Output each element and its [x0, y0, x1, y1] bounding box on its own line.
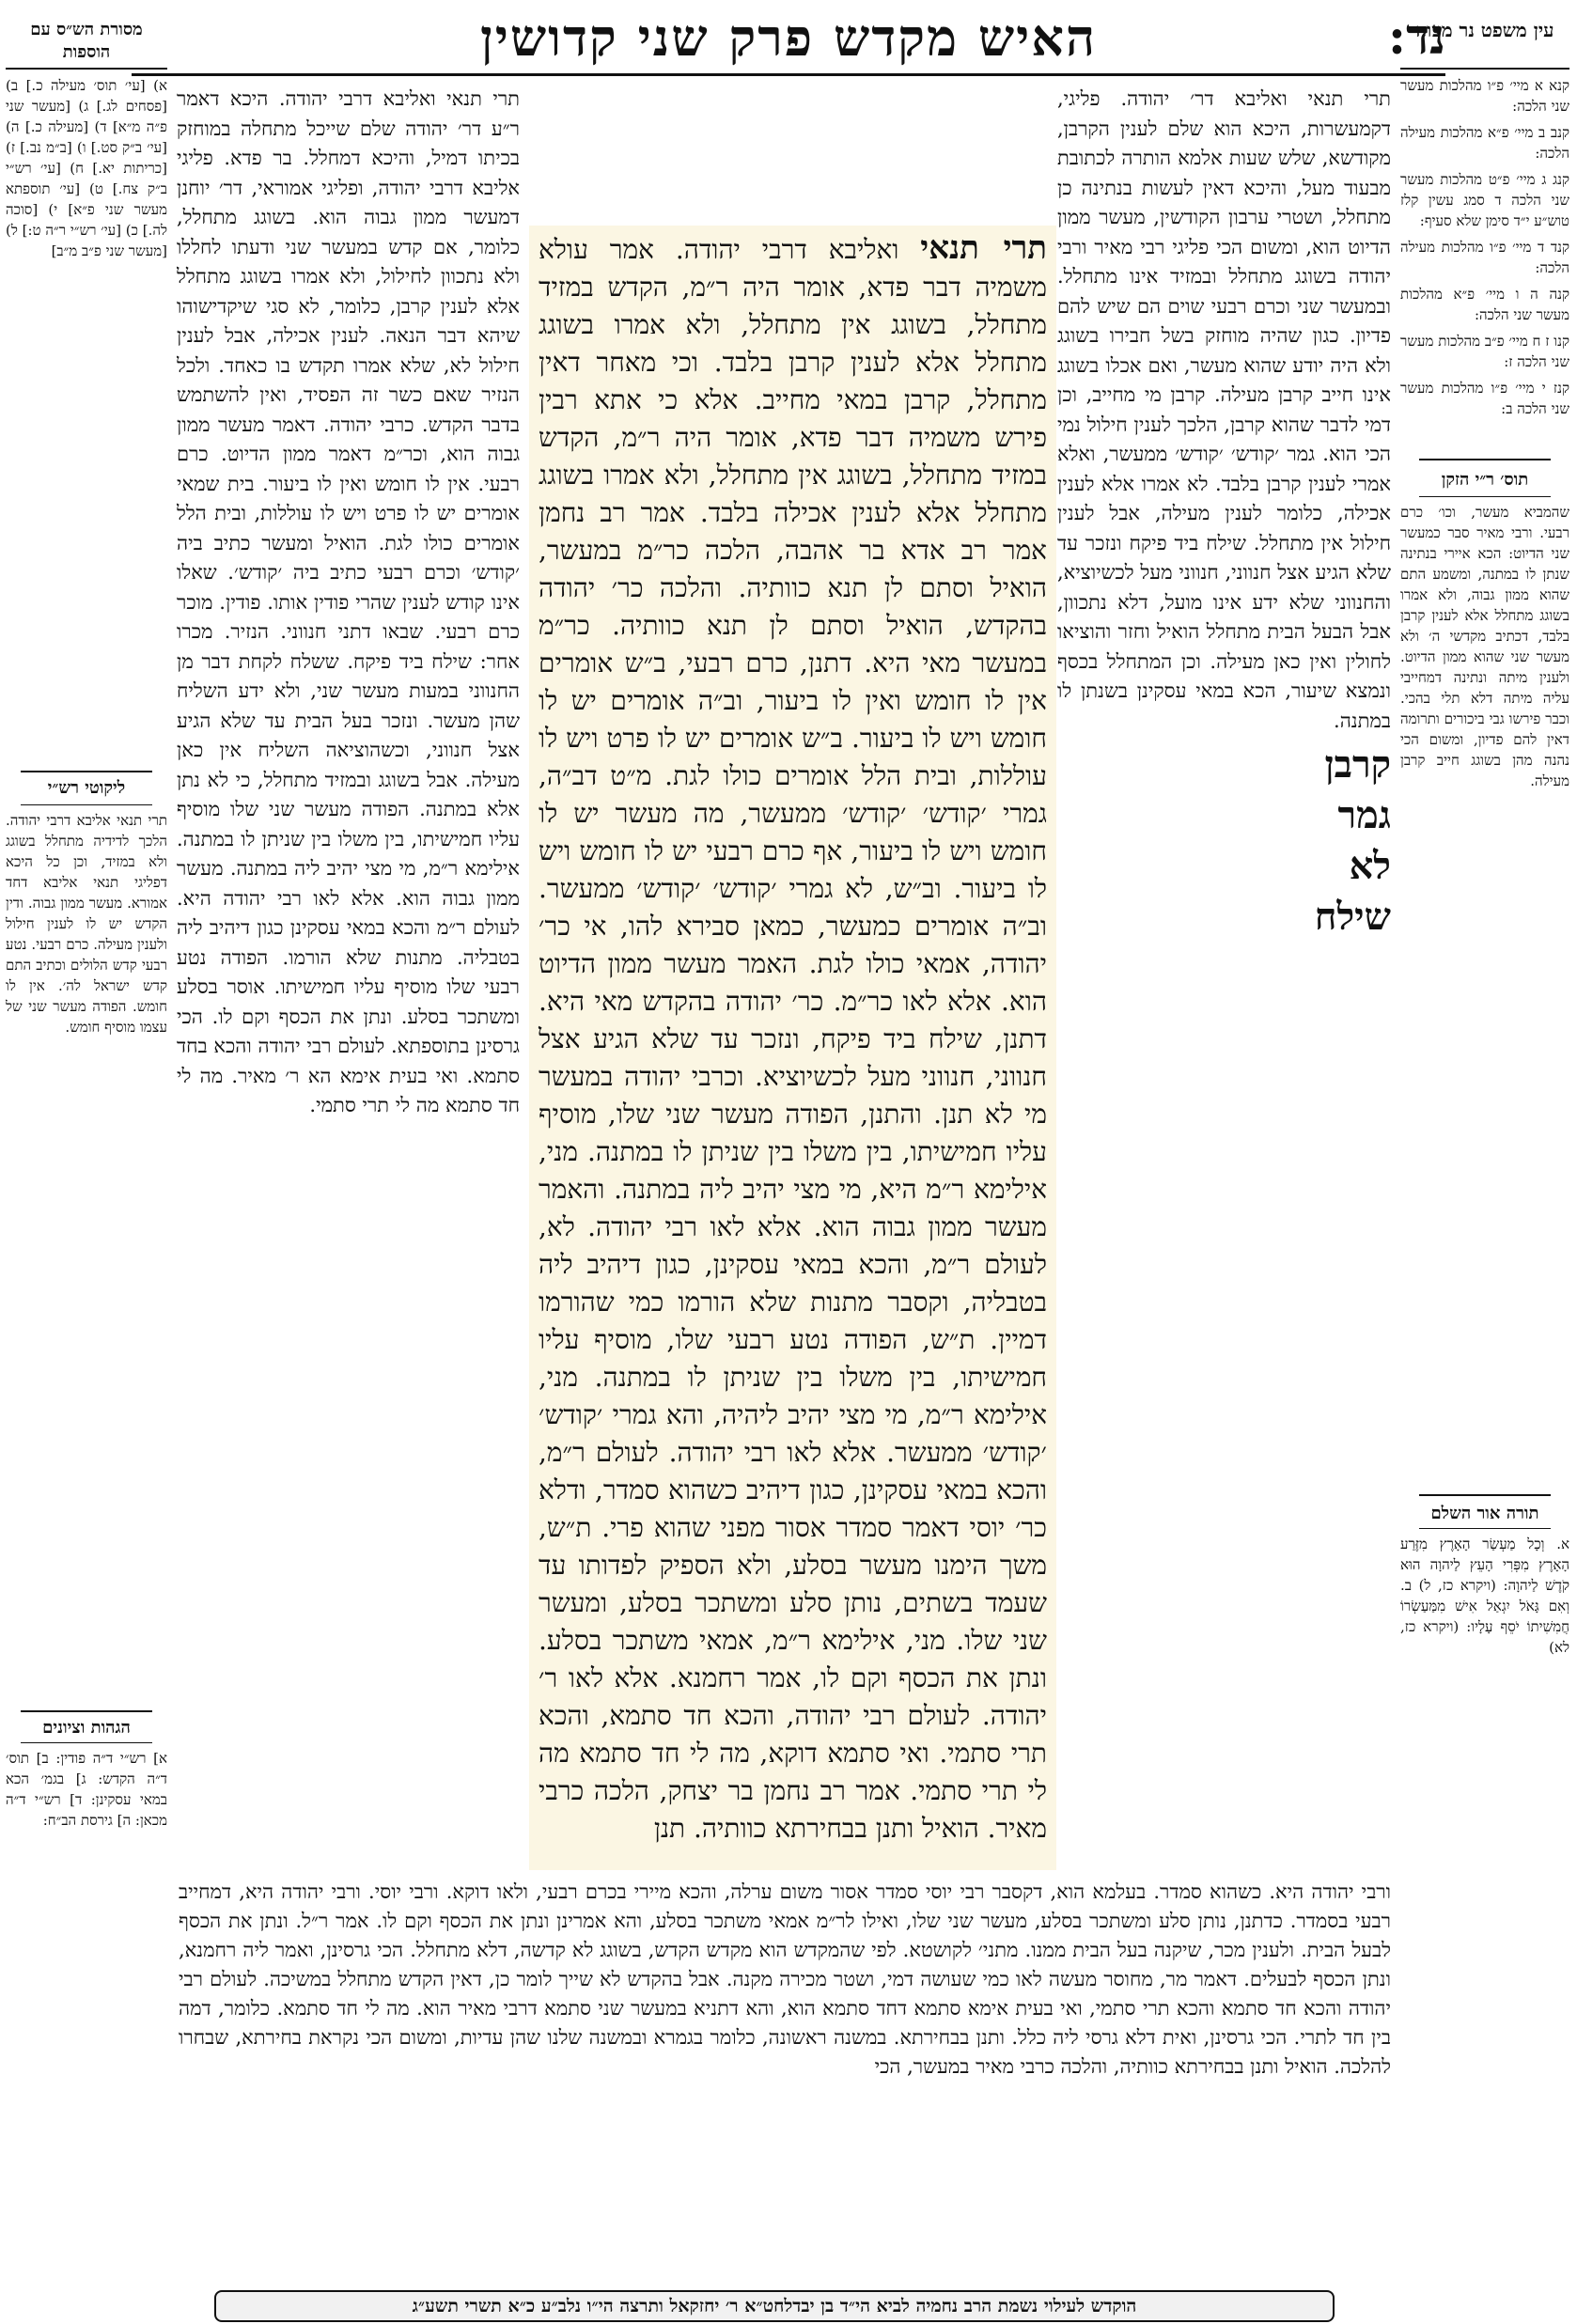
divider — [21, 771, 152, 772]
ein-mishpat-entry: קנז י מיי׳ פ״ו מהלכות מעשר שני הלכה ב: — [1400, 380, 1569, 417]
ein-mishpat-heading: עין משפט נר מצוה — [1415, 19, 1554, 41]
torah-or-text: א. וְכָל מַעְשַׂר הָאָרֶץ מִזֶּרַע הָאָרֶץ מִפְּרִי הָעֵץ לַיהוָה הוּא קֹדֶשׁ לַיהוָה: (ויקרא כז, ל) ב. וְאִם גָּאֹל יִגְאַל אִישׁ מִמַּעַשְׂרוֹ חֲמִשִׁיתוֹ יֹסֵף עָלָיו: (ויקרא כז, לא) — [1400, 1536, 1569, 1656]
main-gemara — [529, 226, 1056, 1870]
masoret-text: א) [עי׳ תוס׳ מעילה כ.] ב) [פסחים לג.] ג) [מעשר שני פ״ה מ״א] ד) [מעילה כ.] ה) [עי׳ ב״ק סט.] ו) [ב״מ נב.] ז) [כריתות יא.] ח) [עי׳ רש״י ב״ק צח.] ט) [עי׳ תוספתא מעשר שני פ״א] י) [סוכה לה.] כ) [עי׳ רש״י ר״ה ט:] ל) [מעשר שני פ״ב מ״ב] — [6, 77, 167, 259]
hagahot-heading: הגהות וציונים — [42, 1718, 131, 1738]
left-sidebar — [6, 19, 167, 1898]
likutei-rashi-text: תרי תנאי אליבא דרבי יהודה. הלכך לדידיה מתחלל בשוגג ולא במזיד, וכן כל היכא דפליגי תנאי אליבא דחד אמורא. מעשר ממון גבוה. ודין הקדש יש לו לענין חילול ולענין מעילה. כרם רבעי. נטע רבעי קדש הלולים וכתיב התם קדש ישראל לה׳. אין לו חומש. הפודה מעשר שני של עצמו מוסיף חומש. — [6, 812, 167, 1036]
left-commentary — [177, 85, 520, 1870]
divider — [6, 68, 167, 70]
gemara-lead-words: תרי תנאי — [920, 229, 1047, 267]
ein-mishpat-entry: קנג ג מיי׳ פ״ט מהלכות מעשר שני הלכה ד סמג עשין קלז טוש״ע י״ד סימן שלא סעיף: — [1400, 171, 1569, 229]
tosfot-rid-heading: תוס׳ ר״י הזקן — [1441, 470, 1529, 490]
divider — [1400, 68, 1569, 70]
dibur-hamatchil-lo: לא — [1349, 844, 1391, 888]
ein-mishpat-list — [1400, 75, 1569, 425]
hagahot-text: א] רש״י ד״ה פודין: ב] תוס׳ ד״ה הקדש: ג] בגמ׳ הכא במאי עסקינן: ד] רש״י ד״ה מכאן: ה] גירסת הב״ח: — [6, 1750, 167, 1829]
divider — [21, 1710, 152, 1712]
gemara-text: ואליבא דרבי יהודה. אמר עולא משמיה דבר פדא, אומר היה ר״מ, הקדש במזיד מתחלל, בשוגג אין מתחלל, ולא אמרו בשוגג מתחלל אלא לענין קרבן בלבד. וכי מאחר דאין מתחלל, קרבן במאי מחייב. אלא כי אתא רבין פירש משמיה דבר פדא, אומר היה ר״מ, הקדש במזיד מתחלל, בשוגג אין מתחלל, ולא אמרו בשוגג מתחלל אלא לענין אכילה בלבד. אמר רב נחמן אמר רב אדא בר אהבה, הלכה כר״מ במעשר, הואיל וסתם לן תנא כוותיה. והלכה כר׳ יהודה בהקדש, הואיל וסתם לן תנא כוותיה. כר״מ במעשר מאי היא. דתנן, כרם רבעי, ב״ש אומרים אין לו חומש ואין לו ביעור, וב״ה אומרים יש לו חומש ויש לו ביעור. ב״ש אומרים יש לו פרט ויש לו עוללות, ובית הלל אומרים כולו לגת. מ״ט דב״ה, גמרי ׳קודש׳ ׳קודש׳ ממעשר, מה מעשר יש לו חומש ויש לו ביעור, אף כרם רבעי יש לו חומש ויש לו ביעור. וב״ש, לא גמרי ׳קודש׳ ׳קודש׳ ממעשר. וב״ה אומרים כמעשר, כמאן סבירא להו, אי כר׳ יהודה, אמאי כולו לגת. האמר מעשר ממון הדיוט הוא. אלא לאו כר״מ. כר׳ יהודה בהקדש מאי היא. דתנן, שילח ביד פיקח, ונזכר עד שלא הגיע אצל חנווני, חנווני מעל לכשיוציא. וכרבי יהודה במעשר מי לא תנן. והתנן, הפודה מעשר שני שלו, מוסיף עליו חמישיתו, בין משלו בין שניתן לו במתנה. מני, אילימא ר״מ היא, מי מצי יהיב ליה במתנה. והאמר מעשר ממון גבוה הוא. אלא לאו רבי יהודה. לא, לעולם ר״מ, והכא במאי עסקינן, כגון דיהיב ליה בטבליה, וקסבר מתנות שלא הורמו כמי שהורמו דמיין. ת״ש, הפודה נטע רבעי שלו, מוסיף עליו חמישיתו, בין משלו בין שניתן לו במתנה. מני, אילימא ר״מ, מי מצי יהיב ליהיה, והא גמרי ׳קודש׳ ׳קודש׳ ממעשר. אלא לאו רבי יהודה. לעולם ר״מ, והכא במאי עסקינן, כגון דיהיב כשהוא סמדר, ודלא כר׳ יוסי דאמר סמדר אסור מפני שהוא פרי. ת״ש, משך הימנו מעשר בסלע, ולא הספיק לפדותו עד שעמד בשתים, נותן סלע ומשתכר בסלע, ומעשר שני שלו. מני, אילימא ר״מ, אמאי משתכר בסלע. ונתן את הכסף וקם לו, אמר רחמנא. אלא לאו ר׳ יהודה. לעולם רבי יהודה, והכא חד סתמא, והכא תרי סתמי. ואי סתמא דוקא, מה לי חד סתמא מה לי תרי סתמי. אמר רב נחמן בר יצחק, הלכה כרבי מאיר. הואיל ותנן בבחירתא כוותיה. תנן — [539, 234, 1047, 1844]
divider — [1419, 1528, 1551, 1529]
ein-mishpat-entry: קנו ז ח מיי׳ פ״ב מהלכות מעשר שני הלכה ז: — [1400, 333, 1569, 370]
tosfot-rid-text: שהמביא מעשר, וכו׳ כרם רבעי. ורבי מאיר סבר כמעשר שני הדיוט: הכא איירי בנתינה שנתן לו במתנה, ומשמע התם שהוא ממון גבוה, ולא אמרו בשוגג מתחלל אלא לענין קרבן בלבד, דכתיב מקדשי ה׳ ולא מעשר שני שהוא ממון הדיוט. ולענין מיתה ונתינה דמחייבי עליה מיתה דלא תלי בהכי. וכבר פירשו גבי ביכורים ותרומה דאין להם פדיון, ומשום הכי נהנה מהן בשוגג חייב קרבן מעילה. — [1400, 504, 1569, 789]
dedication-box — [214, 2290, 1335, 2322]
bottom-commentary — [179, 1878, 1391, 2272]
right-sidebar — [1400, 19, 1569, 1898]
dibur-hamatchil-shilach: שילח — [1314, 895, 1391, 939]
chapter-title: האיש מקדש פרק שני קדושין — [479, 8, 1098, 68]
divider — [21, 804, 152, 805]
divider — [1419, 496, 1551, 497]
dibur-hamatchil-korban: קרבן — [1324, 742, 1391, 787]
ein-mishpat-entry: קנה ה ו מיי׳ פ״א מהלכות מעשר שני הלכה: — [1400, 286, 1569, 323]
dibur-hamatchil-gemar: גמר — [1337, 793, 1391, 837]
bottom-commentary-text: ורבי יהודה היא. כשהוא סמדר. בעלמא הוא, דקסבר רבי יוסי סמדר אסור משום ערלה, והכא מיירי בכרם רבעי, ולאו דוקא. ורבי יוסי. ורבי יהודה היא, דמחייב רבעי בסמדר. כדתנן, נותן סלע ומשתכר בסלע, מעשר שני שלו, ואילו לר״מ אמאי משתכר בסלע, והא אמרינן ונתן את הכסף וקם לו. אמר ר״ל. ונתן את הכסף לבעל הבית. ולענין מכר, שיקנה בעל הבית ממנו. מתני׳ לקושטא. לפי שהמקדש הוא מקדש הקדש, בשוגג לא קדשה, דלא מתחלל. הכי גרסינן, ואמר ליה רחמנא, ונתן הכסף לבעלים. דאמר מר, מחוסר מעשה לאו כמי שעושה דמי, ושטר מכירה מקנה. אבל בהקדש לא שייך לומר כן, דאין הקדש מתחלל במשיכה. לעולם רבי יהודה והכא חד סתמא והכא תרי סתמי, ואי בעית אימא סתמא דחד סתמא הוא, והא דתניא במעשר שני סתמא דרבי מאיר הוא. מה לי חד סתמא. כלומר, דמה בין חד לתרי. הכי גרסינן, ואית דלא גרסי ליה כלל. ותנן בבחירתא. במשנה ראשונה, כלומר בגמרא ובמשנה שלנו שהן עדיות, ומשום הכי נקראת בחירתא, שבחרו להלכה. הואיל ותנן בבחירתא כוותיה, והלכה כרבי מאיר במעשר, הכי — [179, 1880, 1391, 2078]
commentary-text: תרי תנאי ואליבא דרבי יהודה. היכא דאמר ר״ע דר׳ יהודה שלם שייכל מתחלה במוחזק בכיתו דמיל, והיכא דמחלל. בר פדא. פליגי אליבא דרבי יהודה, ופליגי אמוראי, דר׳ יוחנן דמעשר ממון גבוה הוא. בשוגג מתחלל, כלומר, אם קדש במעשר שני ודעתו לחללו ולא נתכוון לחילול, ולא אמרו בשוגג מתחלל אלא לענין קרבן, כלומר, לא סגי שיקדישוהו שיהא דבר הנאה. לענין אכילה, אבל לענין חילול לא, שלא אמרו תקדש בו כאחד. ולכל הנזיר שאם כשר זה הפסיד, ואין להשתמש בדבר הקדש. כרבי יהודה. דאמר מעשר ממון גבוה הוא, וכר״מ דאמר ממון הדיוט. כרם רבעי. אין לו חומש ואין לו ביעור. בית שמאי אומרים יש לו פרט ויש לו עוללות, ובית הלל אומרים כולו לגת. הואיל ומעשר כתיב ביה ׳קודש׳ וכרם רבעי כתיב ביה ׳קודש׳. שאלו אינו קודש לענין שהרי פודין אותו. פודין. מוכר כרם רבעי. שבאו דתני חנווני. הנזיר. מכרו אחר: שילח ביד פיקח. ששלח לקחת דבר מן החנווני במעות מעשר שני, ולא ידע השליח שהן מעשר. ונזכר בעל הבית עד שלא הגיע אצל חנווני, וכשהוציאה השליח אין כאן מעילה. אבל בשוגג ובמזיד מתחלל, כי לא נתן אלא במתנה. הפודה מעשר שני שלו מוסיף עליו חמישיתו, בין משלו בין שניתן לו במתנה. אילימא ר״מ, מי מצי יהיב ליה במתנה. מעשר ממון גבוה הוא. אלא לאו רבי יהודה היא. לעולם ר״מ והכא במאי עסקינן כגון דיהיב ליה בטבליה. מתנות שלא הורמו. הפודה נטע רבעי שלו מוסיף עליו חמישיתו. אוסר בסלע ומשתכר בסלע. ונתן את הכסף וקם לו. הכי גרסינן בתוספתא. לעולם רבי יהודה והכא בחד סתמא. ואי בעית אימא הא ר׳ מאיר. מה לי חד סתמא מה לי תרי סתמי. — [177, 87, 520, 1116]
ein-mishpat-entry: קנב ב מיי׳ פ״א מהלכות מעילה הלכה: — [1400, 124, 1569, 162]
masoret-heading: מסורת הש״ס עם הוספות — [30, 20, 143, 62]
commentary-text: תרי תנאי ואליבא דר׳ יהודה. פליגי, דקמעשרות, היכא הוא שלם לענין הקרבן, מקודשא, שלש שעות אלמא הותרה לכתובת מבעוד מעל, והיכא דאין לעשות בנתינה כן מתחלל, ושטרי ערבון הקודשין, מעשר ממון הדיוט הוא, ומשום הכי פליגי רבי מאיר ורבי יהודה בשוגג מתחלל ובמזיד אינו מתחלל. ובמעשר שני וכרם רבעי שוים הם שיש להם פדיון. כגון שהיה מוחזק בשל חבירו בשוגג ולא היה יודע שהוא מעשר, ואם אכלו בשוגג אינו חייב קרבן מעילה. קרבן מי מחייב, וכן דמי לדבר שהוא קרבן, הלכך לענין חילול נמי הכי הוא. גמר ׳קודש׳ ׳קודש׳ ממעשר, ואלא אמרי לענין קרבן בלבד. לא אמרו אלא לענין אכילה, כלומר לענין מעילה, אבל לענין חילול אין מתחלל. שילח ביד פיקח ונזכר עד שלא הגיע אצל חנווני, חנווני מעל לכשיוציא, והחנווני שלא ידע אינו מועל, דלא נתכוון, אבל הבעל הבית מתחלל הואיל וחזר והוציאו לחולין ואין כאן מעילה. וכן המתחלל בכסף ונמצא שיעור, הכא במאי עסקינן בשנתן לו במתנה. — [1057, 87, 1391, 732]
divider — [1419, 1494, 1551, 1496]
torah-or-heading: תורה אור השלם — [1430, 1504, 1539, 1523]
right-commentary — [1057, 85, 1391, 1870]
likutei-rashi-heading: ליקוטי רש״י — [47, 778, 126, 798]
page-number: נד: — [1387, 8, 1445, 66]
divider — [1419, 459, 1551, 460]
page-header — [132, 8, 1445, 76]
ein-mishpat-entry: קנד ד מיי׳ פ״ו מהלכות מעילה הלכה: — [1400, 239, 1569, 276]
divider — [21, 1742, 152, 1743]
ein-mishpat-entry: קנא א מיי׳ פ״ו מהלכות מעשר שני הלכה: — [1400, 77, 1569, 115]
dedication-text: הוקדש לעילוי נשמת הרב נחמיה לביא הי״ד בן יבדלחט״א ר׳ יחזקאל ותרצה הי״ו נלב״ע כ״א תשרי תשע״ג — [412, 2296, 1137, 2316]
